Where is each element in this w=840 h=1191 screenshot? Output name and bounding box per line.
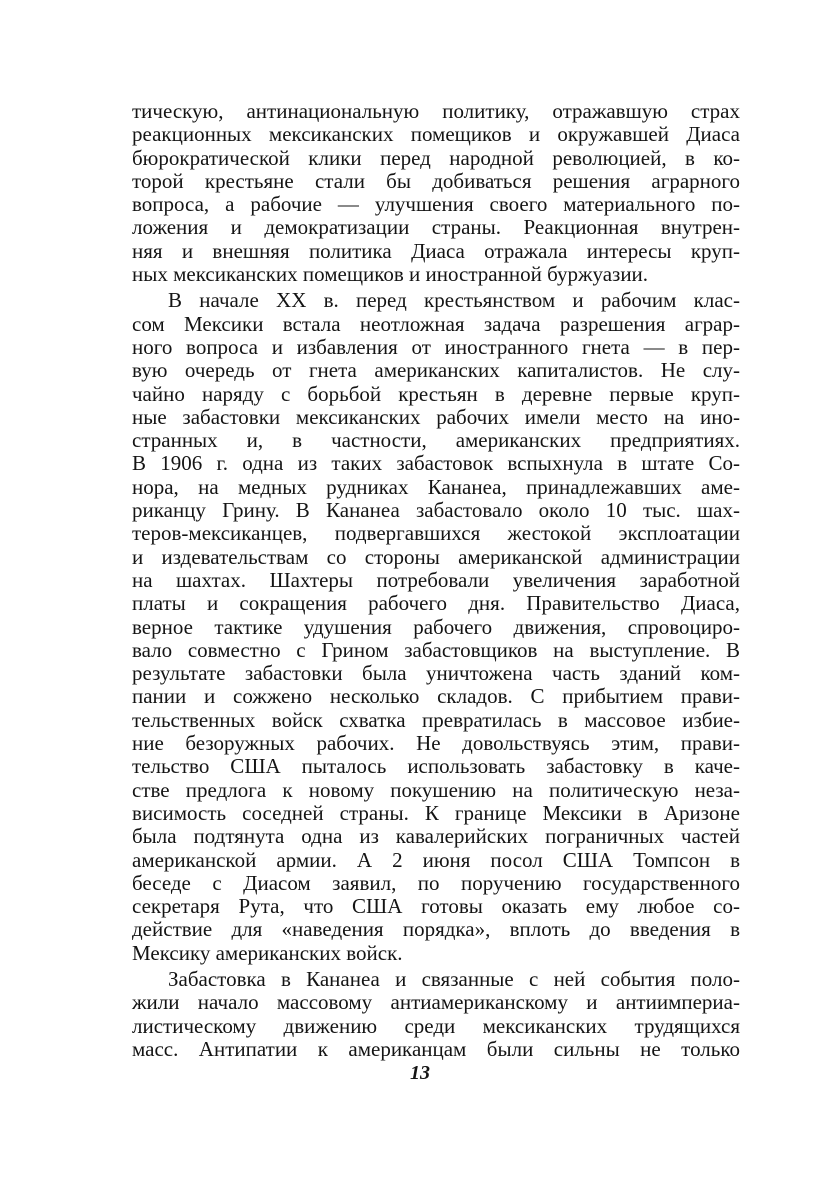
- text-line: американской армии. А 2 июня посол США Томпсон в: [132, 847, 740, 872]
- text-line: тельственных войск схватка превратилась в массовое избие-: [132, 707, 740, 732]
- paragraph-2: [132, 289, 740, 965]
- text-line: и издевательствам со стороны американской администрации: [132, 544, 740, 569]
- text-line: тическую, антинациональную политику, отражавшую страх: [132, 99, 740, 123]
- text-line: риканцу Грину. В Кананеа забастовало около 10 тыс. шах-: [132, 498, 740, 523]
- text-line: вало совместно с Грином забастовщиков на выступление. В: [132, 637, 740, 662]
- text-line: странных и, в частности, американских предприятиях.: [132, 428, 740, 453]
- text-line: результате забастовки была уничтожена часть зданий ком-: [132, 661, 740, 686]
- text-line: листическому движению среди мексиканских трудящихся: [132, 1013, 740, 1038]
- text-line: В 1906 г. одна из таких забастовок вспыхнула в штате Со-: [132, 451, 740, 476]
- text-line: ложения и демократизации страны. Реакционная внутрен-: [132, 215, 740, 240]
- text-line: торой крестьяне стали бы добиваться решения аграрного: [132, 168, 740, 193]
- text-line: верное тактике удушения рабочего движения, спровоциро-: [132, 614, 740, 639]
- page-number: 13: [410, 1062, 430, 1084]
- text-line: В начале XX в. перед крестьянством и рабочим клас-: [168, 288, 740, 313]
- text-line: платы и сокращения рабочего дня. Правительство Диаса,: [132, 591, 740, 616]
- text-line: няя и внешняя политика Диаса отражала интересы круп-: [132, 238, 740, 263]
- text-line: стве предлога к новому покушению на политическую неза-: [132, 777, 740, 802]
- paragraph-1: [132, 100, 740, 286]
- text-line: висимость соседней страны. К границе Мексики в Аризоне: [132, 800, 740, 825]
- text-line: на шахтах. Шахтеры потребовали увеличения заработной: [132, 567, 740, 592]
- text-line: секретаря Рута, что США готовы оказать ему любое со-: [132, 894, 740, 919]
- text-line: нора, на медных рудниках Кананеа, принадлежавших аме-: [132, 474, 740, 499]
- text-line: масс. Антипатии к американцам были сильны не только: [132, 1036, 740, 1061]
- text-line: теров-мексиканцев, подвергавшихся жестокой эксплоатации: [132, 521, 740, 546]
- text-line: вую очередь от гнета американских капиталистов. Не слу-: [132, 358, 740, 383]
- text-line: бюрократической клики перед народной революцией, в ко-: [132, 145, 740, 170]
- text-line: ние безоружных рабочих. Не довольствуясь этим, прави-: [132, 731, 740, 756]
- text-line: ного вопроса и избавления от иностранного гнета — в пер-: [132, 334, 740, 359]
- text-line: Мексику американских войск.: [132, 940, 403, 965]
- text-line: сом Мексики встала неотложная задача разрешения аграр-: [132, 311, 740, 336]
- text-line: чайно наряду с борьбой крестьян в деревне первые круп-: [132, 381, 740, 406]
- paragraph-3: [132, 968, 740, 1061]
- text-line: ные забастовки мексиканских рабочих имели место на ино-: [132, 404, 740, 429]
- text-line: Забастовка в Кананеа и связанные с ней события поло-: [168, 966, 740, 991]
- text-line: вопроса, а рабочие — улучшения своего материального по-: [132, 192, 740, 217]
- text-line: была подтянута одна из кавалерийских пограничных частей: [132, 824, 740, 849]
- text-line: реакционных мексиканских помещиков и окружавшей Диаса: [132, 122, 740, 147]
- text-line: ных мексиканских помещиков и иностранной буржуазии.: [132, 262, 649, 287]
- text-line: жили начало массовому антиамериканскому и антиимпериа-: [132, 990, 740, 1015]
- text-line: тельство США пыталось использовать забастовку в каче-: [132, 754, 740, 779]
- page-text: [132, 100, 740, 1061]
- text-line: действие для «наведения порядка», вплоть до введения в: [132, 917, 740, 942]
- text-line: пании и сожжено несколько складов. С прибытием прави-: [132, 684, 740, 709]
- text-line: беседе с Диасом заявил, по поручению государственного: [132, 870, 740, 895]
